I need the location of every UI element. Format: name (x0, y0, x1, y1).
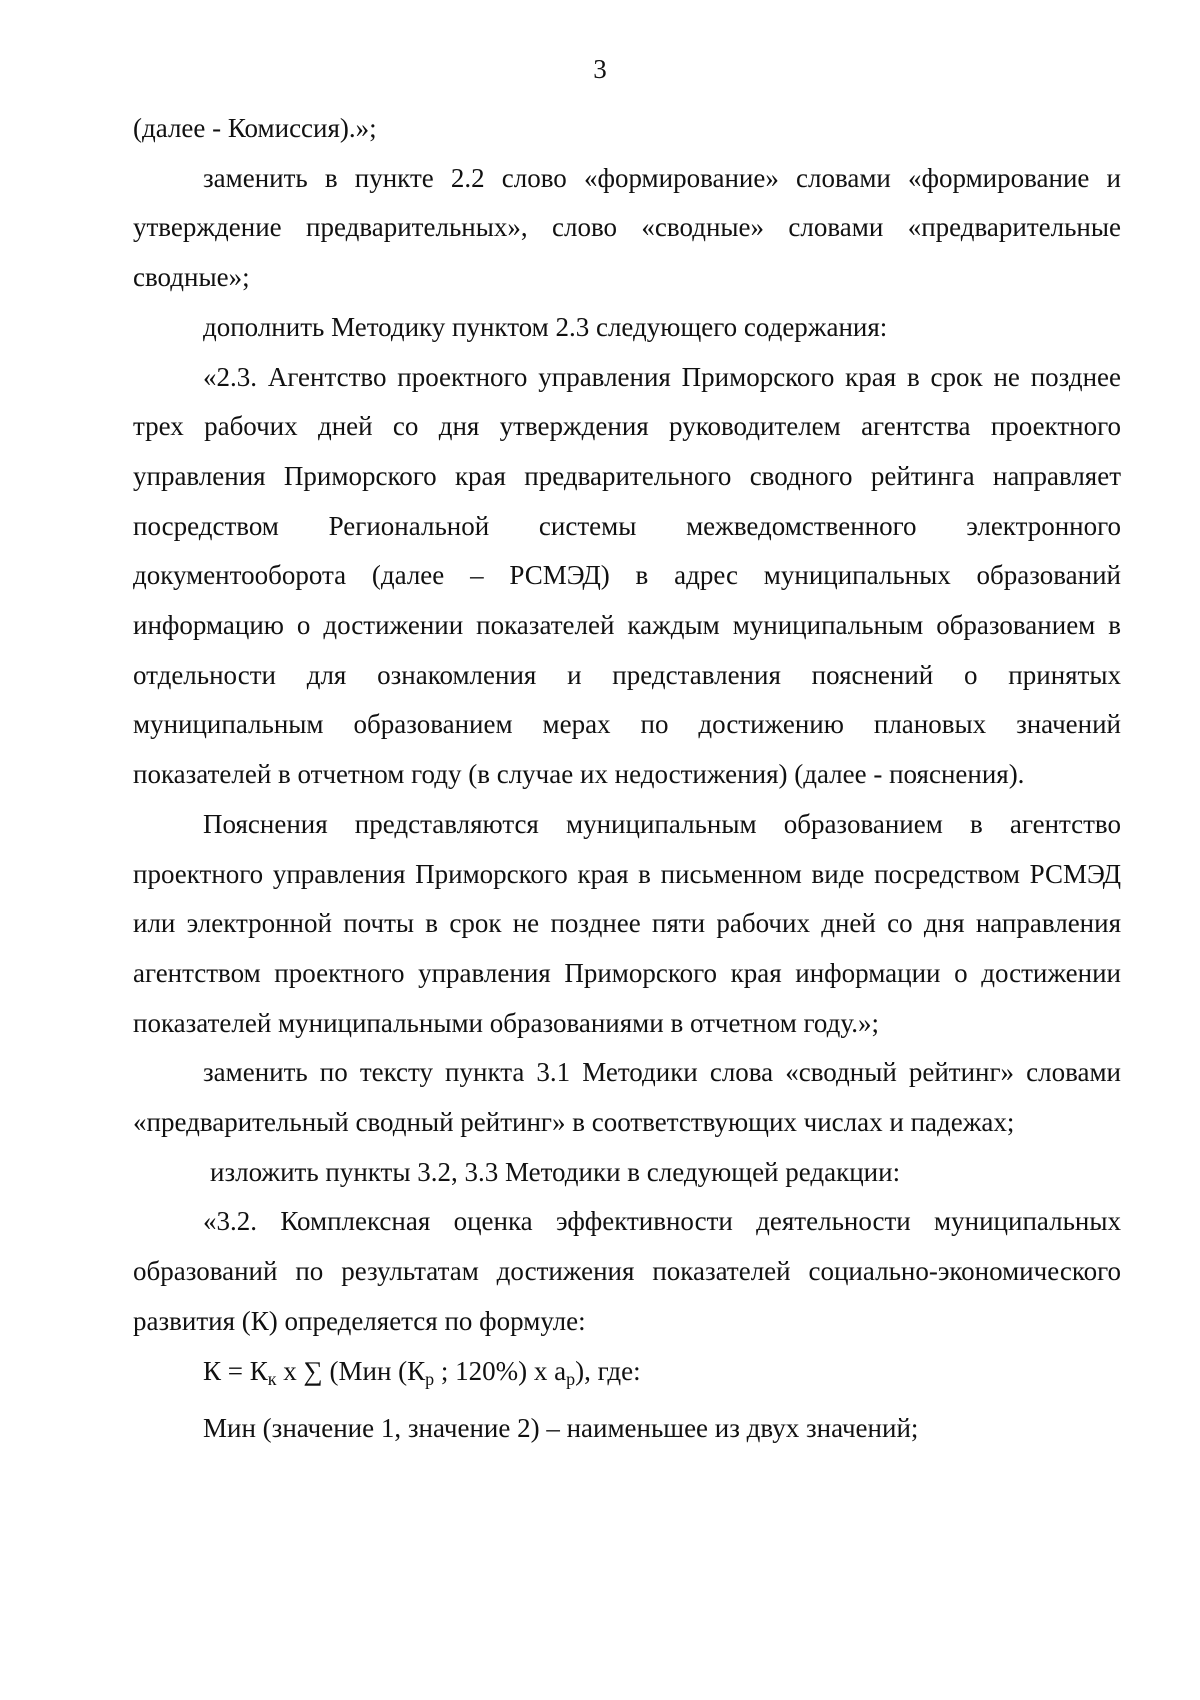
paragraph-min-definition: Мин (значение 1, значение 2) – наименьшее из двух значений; (203, 1413, 919, 1444)
formula-part-3: ; 120%) x a (434, 1355, 567, 1386)
paragraph-add-2-3: дополнить Методику пунктом 2.3 следующего содержания: (203, 311, 888, 342)
paragraph-replace-3-1: заменить по тексту пункта 3.1 Методики слова «сводный рейтинг» словами «предварительный сводный рейтинг» в соответствующих числах и падежах; (133, 1057, 1121, 1138)
paragraph-commission: (далее - Комиссия).»; (133, 113, 377, 143)
formula-part-2: x ∑ (Мин (К (276, 1355, 426, 1386)
formula-part-4: ), где: (575, 1355, 641, 1386)
paragraph-clause-3-2: «3.2. Комплексная оценка эффективности деятельности муниципальных образований по результатам достижения показателей социально-экономического развития (К) определяется по формуле: (133, 1206, 1121, 1336)
paragraph-replace-2-2: заменить в пункте 2.2 слово «формирование» словами «формирование и утверждение предварительных», слово «сводные» словами «предварительные сводные»; (133, 162, 1121, 293)
document-body (133, 104, 1121, 1454)
formula-part-1: К = К (203, 1355, 268, 1386)
formula-subscript-k: к (267, 1368, 277, 1389)
formula-subscript-p: р (425, 1368, 435, 1389)
paragraph-restate-3-2-3-3: изложить пункты 3.2, 3.3 Методики в следующей редакции: (210, 1156, 901, 1187)
paragraph-explanations: Пояснения представляются муниципальным образованием в агентство проектного управления Приморского края в письменном виде посредством РСМЭД или электронной почты в срок не позднее пяти рабочих дней со дня направления агентством проектного управления Приморского края информации о достижении показателей муниципальными образованиями в отчетном году.»; (133, 808, 1121, 1038)
formula-line (133, 1347, 1121, 1405)
page-number: 3 (593, 54, 607, 84)
paragraph-clause-2-3: «2.3. Агентство проектного управления Приморского края в срок не позднее трех рабочих дней со дня утверждения руководителем агентства проектного управления Приморского края предварительного сводного рейтинга направляет посредством Региональной системы межведомственного электронного документооборота (далее – РСМЭД) в адрес муниципальных образований информацию о достижении показателей каждым муниципальным образованием в отдельности для ознакомления и представления пояснений о принятых муниципальным образованием мерах по достижению плановых значений показателей в отчетном году (в случае их недостижения) (далее - пояснения). (133, 361, 1121, 790)
formula-subscript-ap: р (566, 1368, 576, 1389)
